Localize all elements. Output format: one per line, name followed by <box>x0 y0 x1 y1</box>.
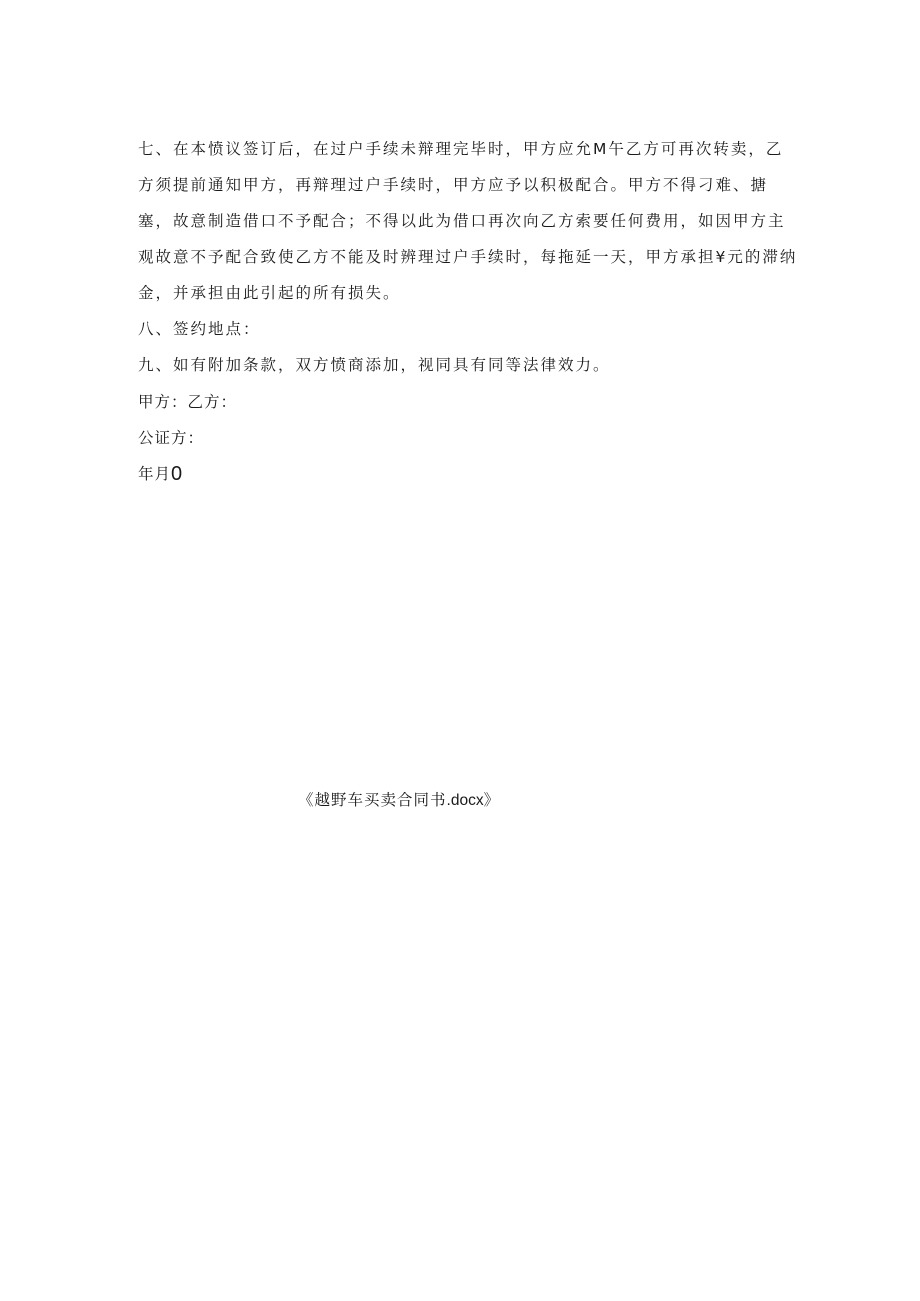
parties-signature-line: 甲方：乙方： <box>138 393 238 411</box>
date-prefix: 年月 <box>138 465 172 483</box>
clause-7-line-4: 观故意不予配合致使乙方不能及时辨理过户手续时，每拖延一天，甲方承担¥元的滞纳 <box>138 248 798 266</box>
footer-open: 《越野车买卖合同书 <box>298 791 447 809</box>
clause-7-line-2: 方须提前通知甲方，再辩理过户手续时，甲方应予以积极配合。甲方不得刁难、搪 <box>138 176 769 194</box>
date-line <box>138 464 182 484</box>
clause-8-signing-location: 八、签约地点： <box>138 320 261 338</box>
clause-7-line-1: 七、在本愤议签订后，在过户手续未辩理完毕时，甲方应允M午乙方可再次转卖，乙 <box>138 140 784 158</box>
notary-signature-line: 公证方： <box>138 429 205 447</box>
document-footer-title <box>298 790 500 811</box>
clause-7-line-3: 塞，故意制造借口不予配合；不得以此为借口再次向乙方索要任何费用，如因甲方主 <box>138 212 786 230</box>
clause-7-line-5: 金，并承担由此引起的所有损失。 <box>138 284 401 302</box>
date-suffix: 0 <box>171 463 183 485</box>
footer-extension: .docx <box>446 792 484 809</box>
footer-close: 》 <box>483 791 501 809</box>
clause-9-additional-terms: 九、如有附加条款，双方愤商添加，视同具有同等法律效力。 <box>138 356 611 374</box>
